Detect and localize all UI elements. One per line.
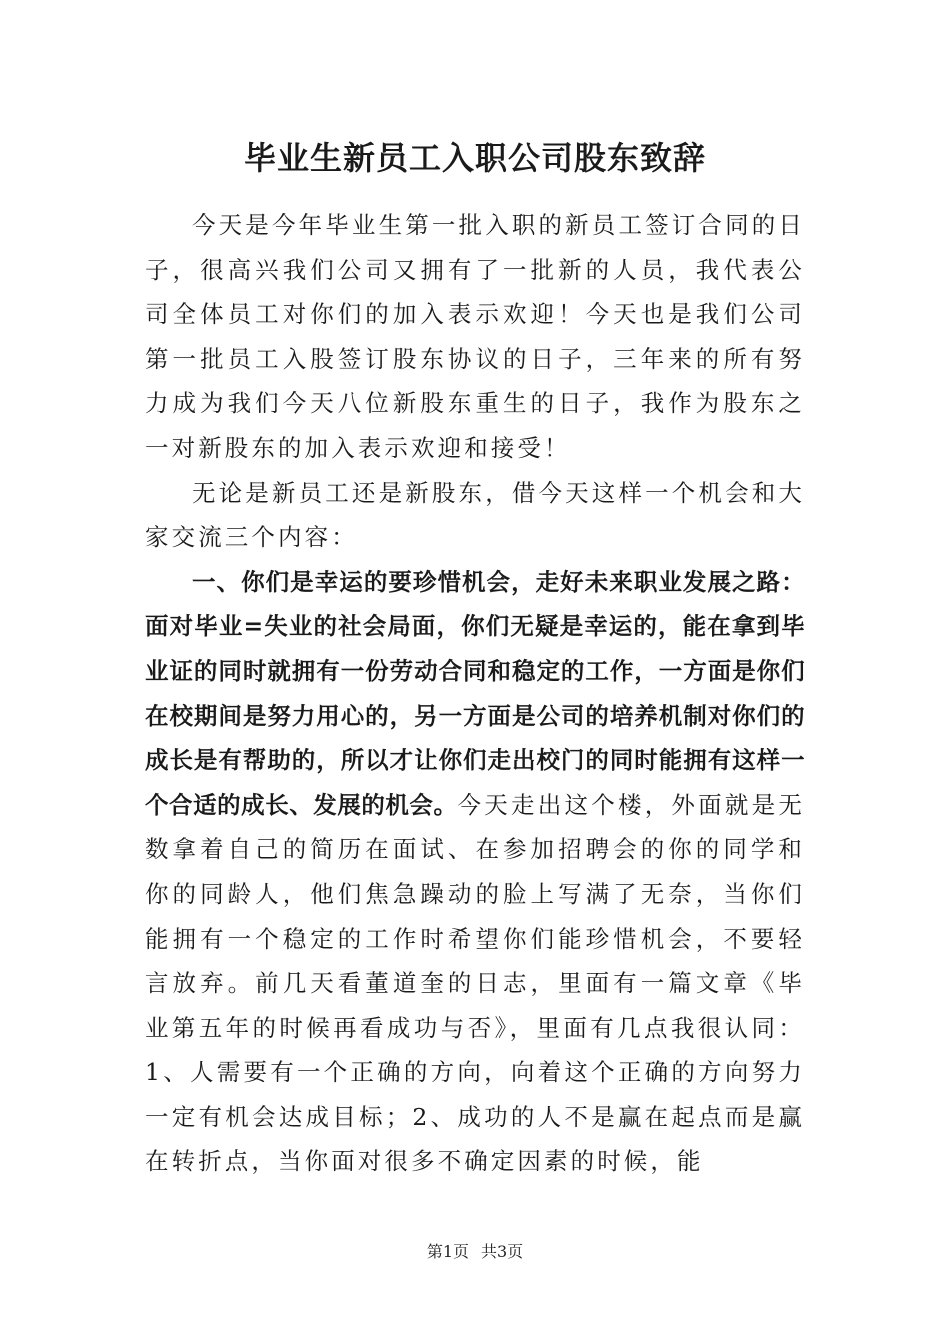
document-title: 毕业生新员工入职公司股东致辞: [243, 139, 706, 177]
page-total: 共3页: [481, 1242, 524, 1261]
paragraph-intro: 无论是新员工还是新股东，借今天这样一个机会和大家交流三个内容：: [145, 478, 805, 552]
paragraph-point-one: [145, 560, 805, 1184]
page-footer: [0, 1240, 950, 1264]
point-one-heading: 一、你们是幸运的要珍惜机会，走好未来职业发展之路：面对毕业=失业的社会局面，你们无疑是幸运的，能在拿到毕业证的同时就拥有一份劳动合同和稳定的工作，一方面是你们在校期间是努力用心的，另一方面是公司的培养机制对你们的成长是有帮助的，所以才让你们走出校门的同时能拥有这样一个合适的成长、发展的机会。: [145, 567, 805, 819]
paragraph-welcome: 今天是今年毕业生第一批入职的新员工签订合同的日子，很高兴我们公司又拥有了一批新的人员，我代表公司全体员工对你们的加入表示欢迎！今天也是我们公司第一批员工入股签订股东协议的日子，三年来的所有努力成为我们今天八位新股东重生的日子，我作为股东之一对新股东的加入表示欢迎和接受！: [145, 211, 805, 462]
document-body: [145, 203, 805, 1184]
point-one-body: 今天走出这个楼，外面就是无数拿着自己的简历在面试、在参加招聘会的你的同学和你的同龄人，他们焦急躁动的脸上写满了无奈，当你们能拥有一个稳定的工作时希望你们能珍惜机会，不要轻言放弃。前几天看董道奎的日志，里面有一篇文章《毕业第五年的时候再看成功与否》，里面有几点我很认同：1、人需要有一个正确的方向，向着这个正确的方向努力一定有机会达成目标；2、成功的人不是赢在起点而是赢在转折点，当你面对很多不确定因素的时候，能: [145, 790, 805, 1176]
page-number: 第1页: [426, 1242, 469, 1261]
